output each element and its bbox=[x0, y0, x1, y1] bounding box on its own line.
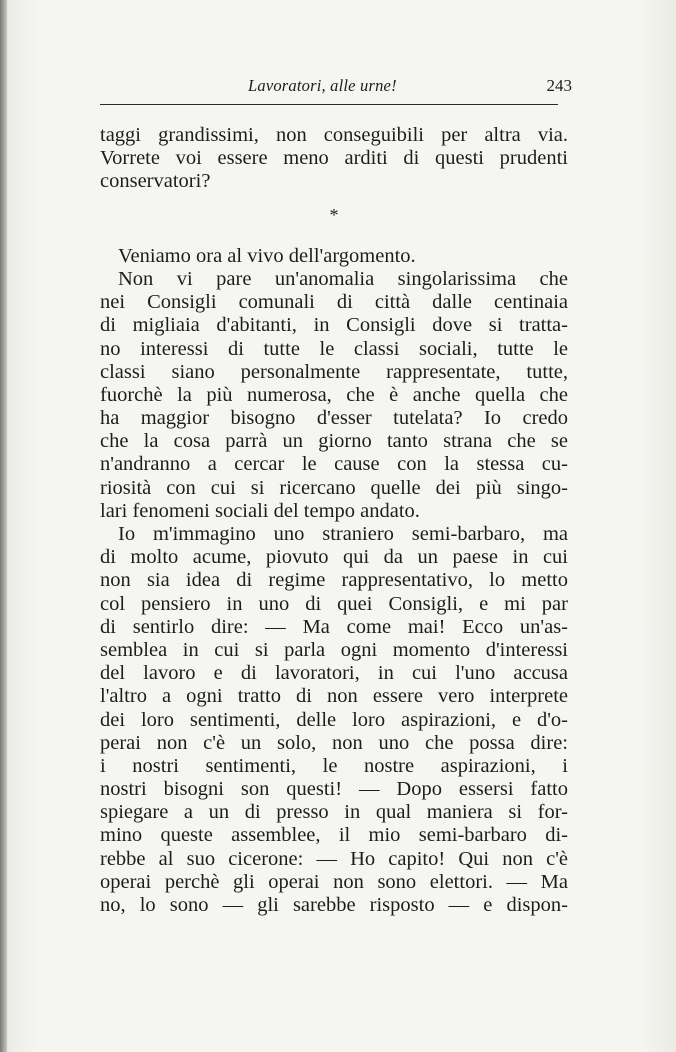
text-line: nei Consigli comunali di città dalle centinaia bbox=[100, 291, 568, 314]
header-rule bbox=[100, 104, 558, 105]
text-line: mino queste assemblee, il mio semi-barbaro di- bbox=[100, 824, 568, 847]
text-line: no interessi di tutte le classi sociali, tutte le bbox=[100, 337, 568, 360]
text-line: l'altro a ogni tratto di non essere vero interprete bbox=[100, 685, 568, 708]
text-line: i nostri sentimenti, le nostre aspirazioni, i bbox=[100, 754, 568, 777]
text-line: rebbe al suo cicerone: — Ho capito! Qui non c'è bbox=[100, 847, 568, 870]
page-header bbox=[98, 74, 572, 100]
section-separator-asterisk: * bbox=[329, 204, 339, 225]
page-number: 243 bbox=[546, 76, 572, 95]
text-line: del lavoro e di lavoratori, in cui l'uno accusa bbox=[100, 662, 568, 685]
text-line: che la cosa parrà un giorno tanto strana che se bbox=[100, 430, 568, 453]
text-line: semblea in cui si parla ogni momento d'interessi bbox=[100, 638, 568, 661]
text-line: fuorchè la più numerosa, che è anche quella che bbox=[100, 383, 568, 406]
text-line: riosità con cui si ricercano quelle dei più singo- bbox=[100, 476, 568, 499]
text-line: di molto acume, piovuto qui da un paese in cui bbox=[100, 546, 568, 569]
text-line: Vorrete voi essere meno arditi di questi prudenti bbox=[100, 147, 568, 170]
text-line: taggi grandissimi, non conseguibili per altra via. bbox=[100, 124, 568, 146]
text-line: Non vi pare un'anomalia singolarissima che bbox=[118, 267, 568, 290]
text-line: di sentirlo dire: — Ma come mai! Ecco un'as- bbox=[100, 615, 568, 638]
text-line: classi siano personalmente rappresentate, tutte, bbox=[100, 360, 568, 383]
text-line: ha maggior bisogno d'esser tutelata? Io credo bbox=[100, 407, 568, 430]
text-line: conservatori? bbox=[100, 170, 211, 193]
running-title: Lavoratori, alle urne! bbox=[248, 76, 397, 95]
text-line: Veniamo ora al vivo dell'argomento. bbox=[118, 244, 416, 267]
text-line: col pensiero in uno di quei Consigli, e mi par bbox=[100, 592, 568, 615]
text-line: non sia idea di regime rappresentativo, lo metto bbox=[100, 569, 568, 592]
text-line: perai non c'è un solo, non uno che possa dire: bbox=[100, 731, 568, 754]
text-line: nostri bisogni son questi! — Dopo essersi fatto bbox=[100, 778, 568, 801]
text-line: operai perchè gli operai non sono elettori. — Ma bbox=[100, 870, 568, 893]
text-line: spiegare a un di presso in qual maniera si for- bbox=[100, 801, 568, 824]
text-line: dei loro sentimenti, delle loro aspirazioni, e d'o- bbox=[100, 708, 568, 731]
text-line: di migliaia d'abitanti, in Consigli dove si tratta- bbox=[100, 314, 568, 337]
text-line: Io m'immagino uno straniero semi-barbaro, ma bbox=[118, 523, 568, 545]
text-line: lari fenomeni sociali del tempo andato. bbox=[100, 499, 420, 522]
body-text bbox=[100, 124, 568, 917]
page-binding-edge bbox=[0, 0, 7, 1052]
text-line: n'andranno a cercar le cause con la stessa cu- bbox=[100, 453, 568, 476]
text-line: no, lo sono — gli sarebbe risposto — e dispon- bbox=[100, 894, 568, 916]
